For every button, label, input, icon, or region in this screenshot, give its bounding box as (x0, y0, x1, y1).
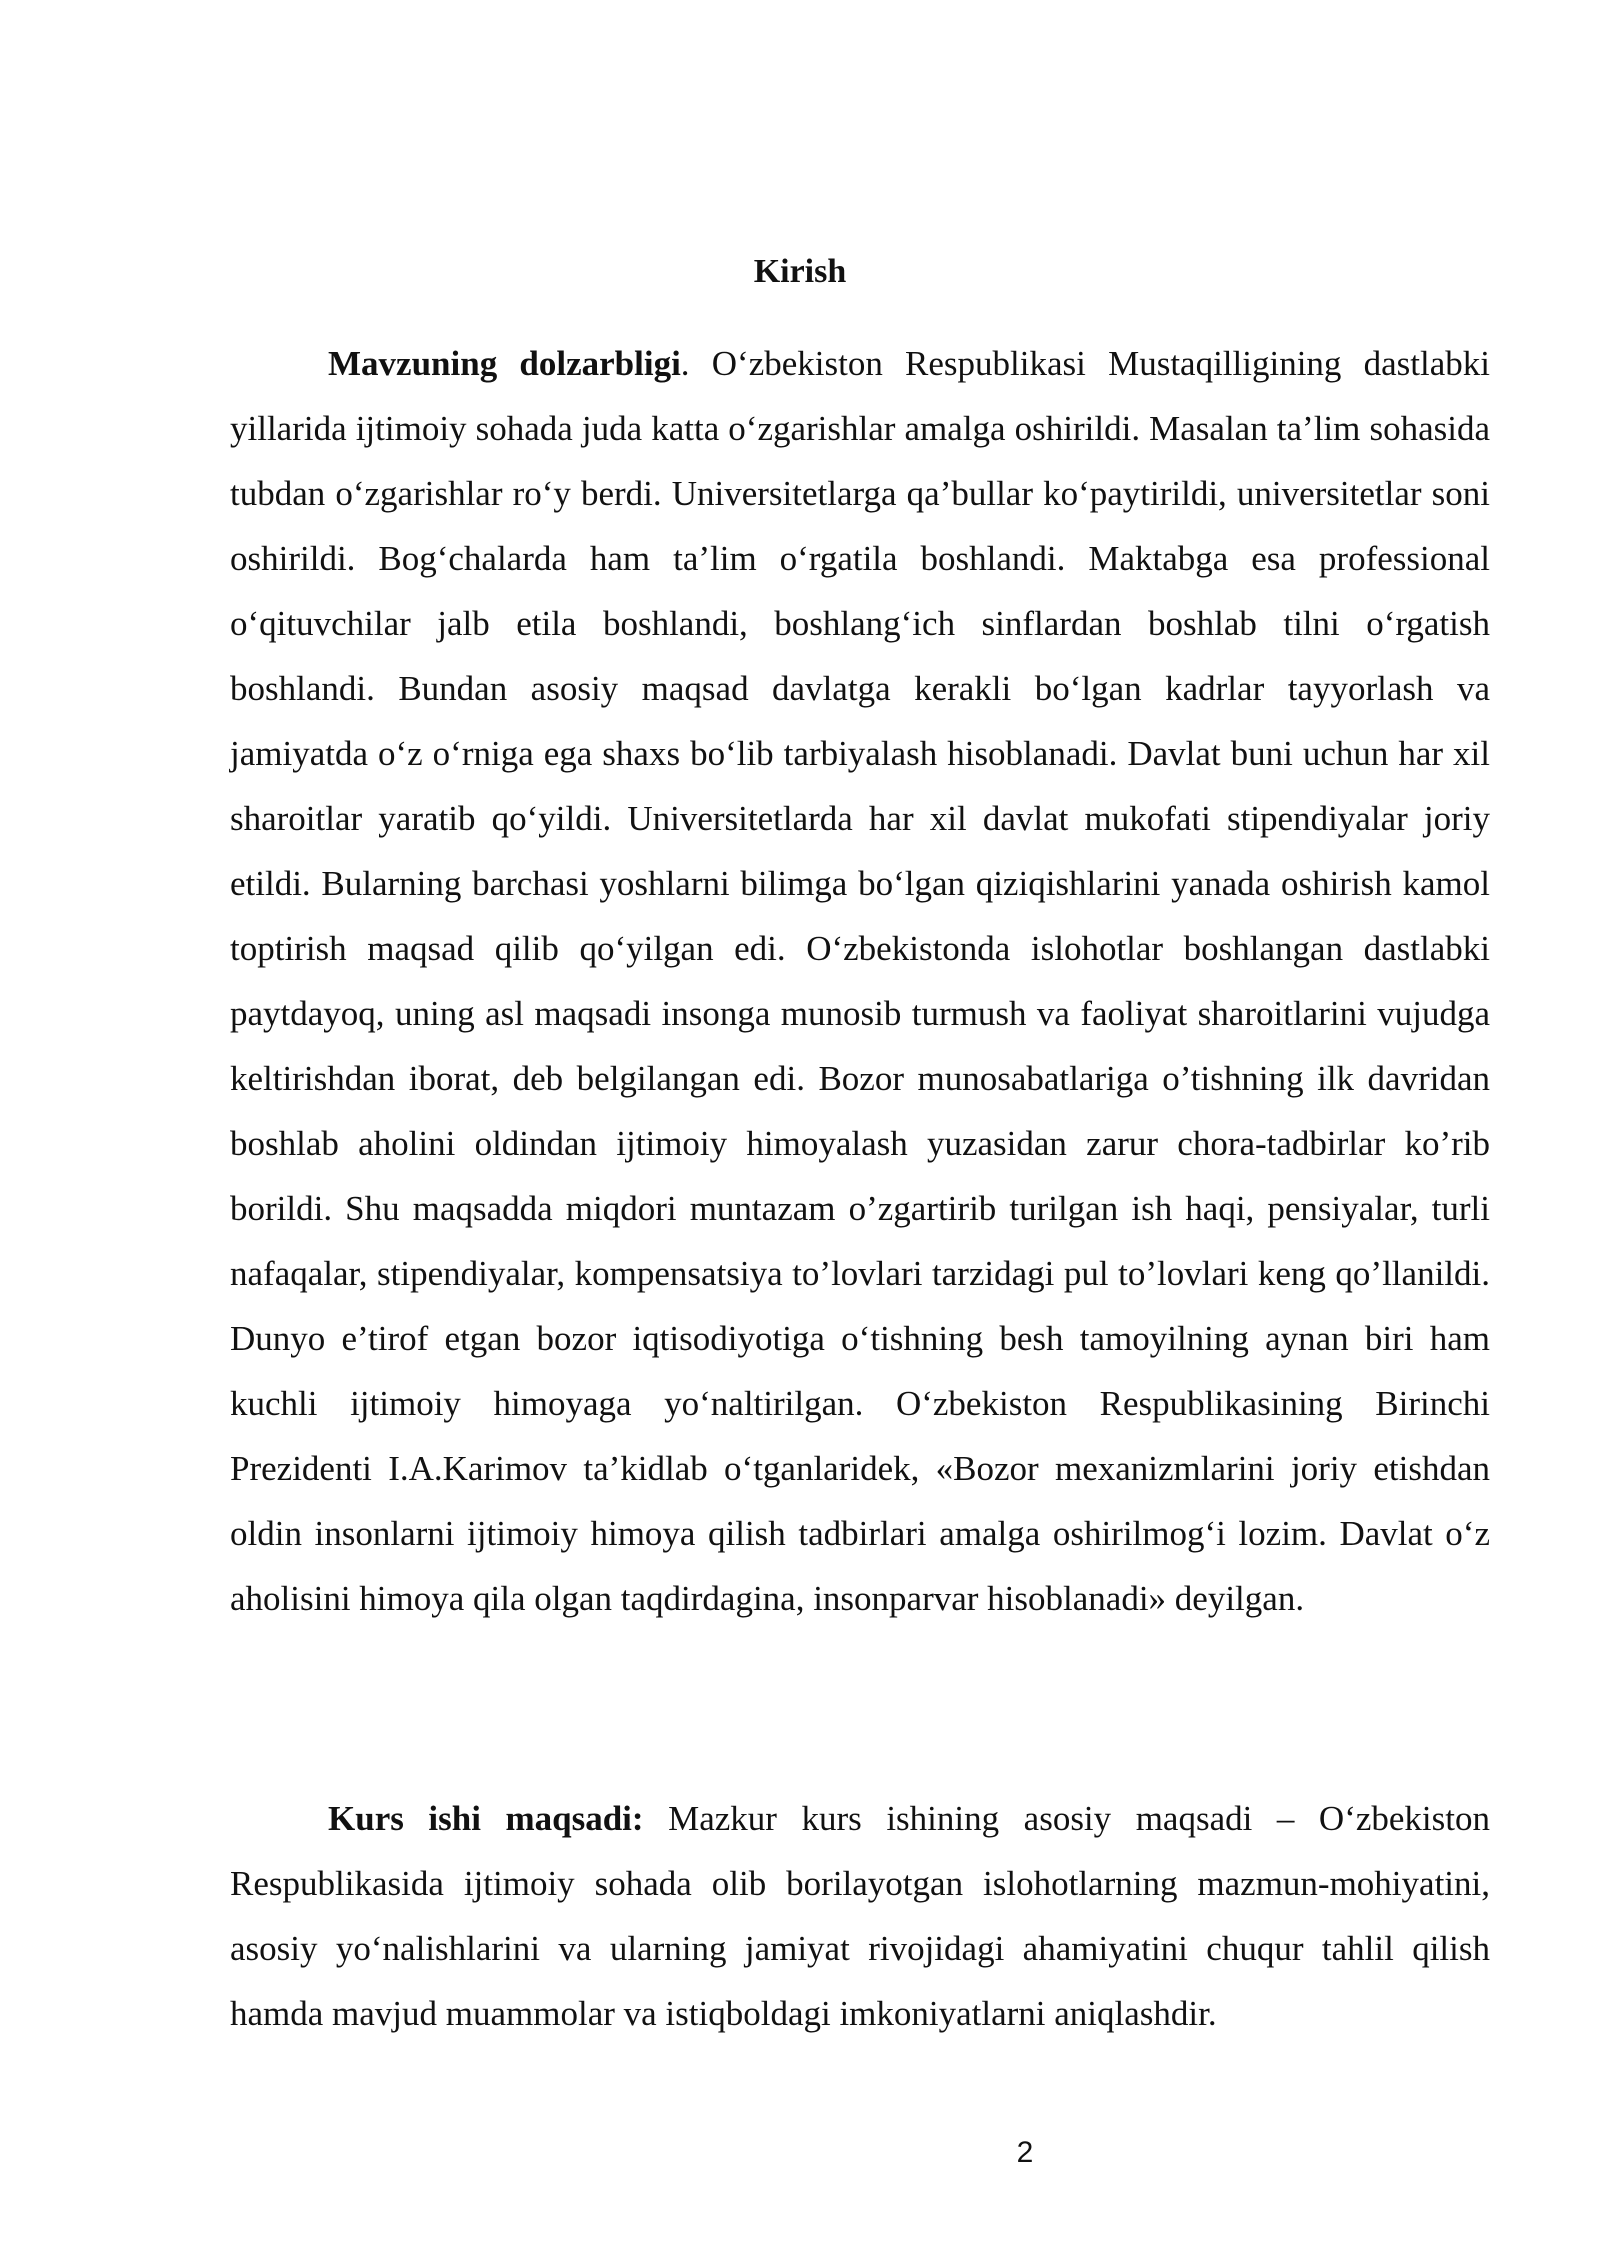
paragraph-goal (230, 1786, 1490, 2046)
paragraph-separator: . (680, 344, 712, 383)
paragraph-relevance (230, 331, 1490, 1631)
paragraph-body-relevance: O‘zbekiston Respublikasi Mustaqilligining dastlabki yillarida ijtimoiy sohada juda katta o‘zgarishlar amalga oshirildi. Masalan ta’lim sohasida tubdan o‘zgarishlar ro‘y berdi. Universitetlarga qa’bullar ko‘paytirildi, universitetlar soni oshirildi. Bog‘chalarda ham ta’lim o‘rgatila boshlandi. Maktabga esa professional o‘qituvchilar jalb etila boshlandi, boshlang‘ich sinflardan boshlab tilni o‘rgatish boshlandi. Bundan asosiy maqsad davlatga kerakli bo‘lgan kadrlar tayyorlash va jamiyatda o‘z o‘rniga ega shaxs bo‘lib tarbiyalash hisoblanadi. Davlat buni uchun har xil sharoitlar yaratib qo‘yildi. Universitetlarda har xil davlat mukofati stipendiyalar joriy etildi. Bularning barchasi yoshlarni bilimga bo‘lgan qiziqishlarini yanada oshirish kamol toptirish maqsad qilib qo‘yilgan edi. O‘zbekistonda islohotlar boshlangan dastlabki paytdayoq, uning asl maqsadi insonga munosib turmush va faoliyat sharoitlarini vujudga keltirishdan iborat, deb belgilangan edi. Bozor munosabatlariga o’tishning ilk davridan boshlab aholini oldindan ijtimoiy himoyalash yuzasidan zarur chora-tadbirlar ko’rib borildi. Shu maqsadda miqdori muntazam o’zgartirib turilgan ish haqi, pensiyalar, turli nafaqalar, stipendiyalar, kompensatsiya to’lovlari tarzidagi pul to’lovlari keng qo’llanildi. Dunyo e’tirof etgan bozor iqtisodiyotiga o‘tishning besh tamoyilning aynan biri ham kuchli ijtimoiy himoyaga yo‘naltirilgan. O‘zbekiston Respublikasining Birinchi Prezidenti I.A.Karimov ta’kidlab o‘tganlaridek, «Bozor mexanizmlarini joriy etishdan oldin insonlarni ijtimoiy himoya qilish tadbirlari amalga oshirilmog‘i lozim. Davlat o‘z aholisini himoya qila olgan taqdirdagina, insonparvar hisoblanadi» deyilgan. (230, 344, 1490, 1618)
section-title: Kirish (753, 253, 847, 290)
paragraph-heading-relevance: Mavzuning dolzarbligi (328, 344, 681, 383)
paragraph-body-goal: Mazkur kurs ishining asosiy maqsadi – O‘zbekiston Respublikasida ijtimoiy sohada olib borilayotgan islohotlarning mazmun-mohiyatini, asosiy yo‘nalishlarini va ularning jamiyat rivojidagi ahamiyatini chuqur tahlil qilish hamda mavjud muammolar va istiqboldagi imkoniyatlarni aniqlashdir. (230, 1799, 1491, 2033)
paragraph-heading-goal: Kurs ishi maqsadi: (328, 1799, 644, 1838)
page-number: 2 (1016, 2136, 1034, 2169)
paragraph-separator (644, 1799, 669, 1838)
